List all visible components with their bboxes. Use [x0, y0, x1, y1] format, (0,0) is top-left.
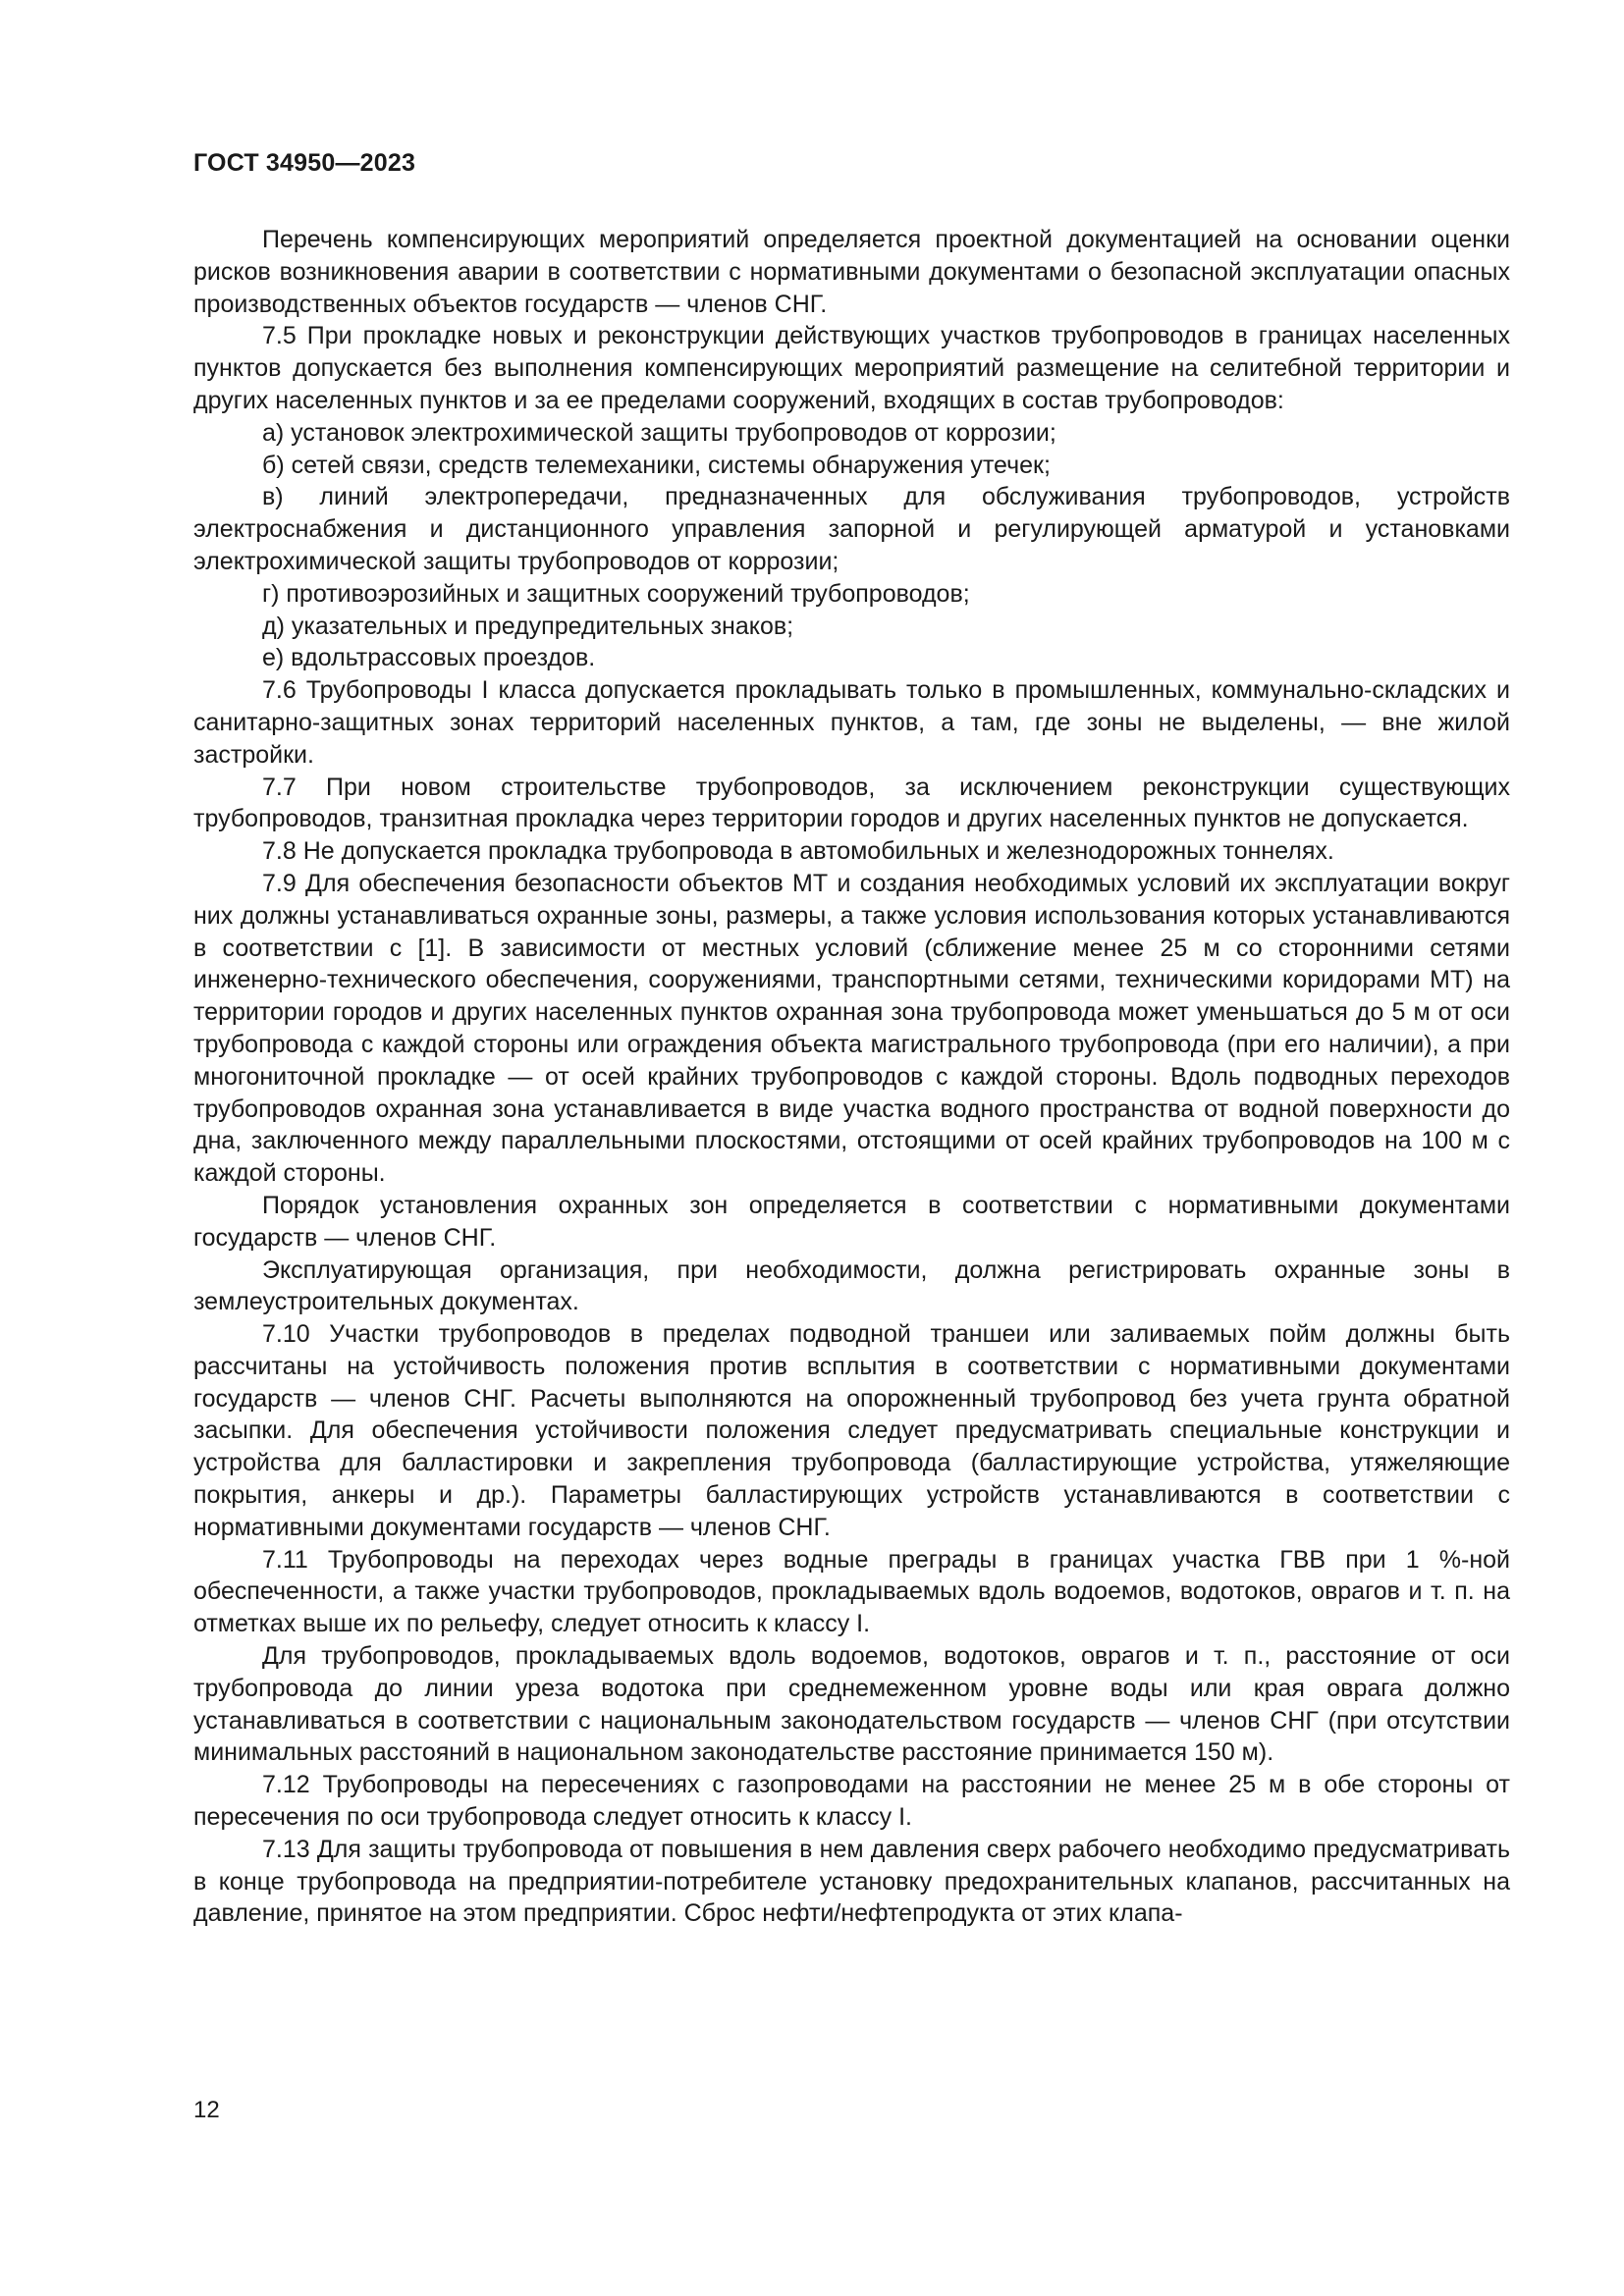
- paragraph-7-8: 7.8 Не допускается прокладка трубопровода в автомобильных и железнодорожных тоннелях.: [262, 837, 1334, 866]
- paragraph-7-12: 7.12 Трубопроводы на пересечениях с газопроводами на расстоянии не менее 25 м в обе стороны от пересечения по оси трубопровода следует относить к классу I.: [193, 1771, 1510, 1832]
- list-item-g: г) противоэрозийных и защитных сооружений трубопроводов;: [262, 579, 970, 608]
- paragraph-7-6: 7.6 Трубопроводы I класса допускается прокладывать только в промышленных, коммунально-складских и санитарно-защитных зонах территорий населенных пунктов, а там, где зоны не выделены, — вне жилой застройки.: [193, 676, 1510, 769]
- list-item-b: б) сетей связи, средств телемеханики, системы обнаружения утечек;: [262, 451, 1051, 479]
- paragraph: Перечень компенсирующих мероприятий определяется проектной документацией на основании оценки рисков возникновения аварии в соответствии с нормативными документами о безопасной эксплуатации опасных производственных объектов государств — членов СНГ.: [193, 226, 1510, 318]
- list-item-e: е) вдольтрассовых проездов.: [262, 644, 596, 672]
- document-header-id: ГОСТ 34950—2023: [193, 149, 416, 177]
- paragraph-7-7: 7.7 При новом строительстве трубопроводов, за исключением реконструкции существующих трубопроводов, транзитная прокладка через территории городов и других населенных пунктов не допускается.: [193, 773, 1510, 833]
- paragraph: Эксплуатирующая организация, при необходимости, должна регистрировать охранные зоны в землеустроительных документах.: [193, 1255, 1510, 1316]
- paragraph-7-11: 7.11 Трубопроводы на переходах через водные преграды в границах участка ГВВ при 1 %-ной обеспеченности, а также участки трубопроводов, прокладываемых вдоль водоемов, водотоков, оврагов и т. п. на отметках выше их по рельефу, следует относить к классу I.: [193, 1545, 1510, 1638]
- list-item-a: а) установок электрохимической защиты трубопроводов от коррозии;: [262, 418, 1056, 447]
- paragraph-7-9: 7.9 Для обеспечения безопасности объектов МТ и создания необходимых условий их эксплуатации вокруг них должны устанавливаться охранные зоны, размеры, а также условия использования которых устанавливаются в соответствии с [1]. В зависимости от местных условий (сближение менее 25 м со сторонними сетями инженерно-технического обеспечения, сооружениями, транспортными сетями, техническими коридорами МТ) на территории городов и других населенных пунктов охранная зона трубопровода может уменьшаться до 5 м от оси трубопровода с каждой стороны или ограждения объекта магистрального трубопровода (при его наличии), а при многониточной прокладке — от осей крайних трубопроводов с каждой стороны. Вдоль подводных переходов трубопроводов охранная зона устанавливается в виде участка водного пространства от водной поверхности до дна, заключенного между параллельными плоскостями, отстоящими от осей крайних трубопроводов на 100 м с каждой стороны.: [193, 869, 1510, 1188]
- paragraph-7-13: 7.13 Для защиты трубопровода от повышения в нем давления сверх рабочего необходимо предусматривать в конце трубопровода на предприятии-потребителе установку предохранительных клапанов, рассчитанных на давление, принятое на этом предприятии. Сброс нефти/нефтепродукта от этих клапа-: [193, 1835, 1510, 1928]
- list-item-d: д) указательных и предупредительных знаков;: [262, 612, 794, 640]
- paragraph: Порядок установления охранных зон определяется в соответствии с нормативными документами государств — членов СНГ.: [193, 1191, 1510, 1252]
- list-item-v: в) линий электропередачи, предназначенных для обслуживания трубопроводов, устройств электроснабжения и дистанционного управления запорной и регулирующей арматурой и установками электрохимической защиты трубопроводов от коррозии;: [193, 483, 1510, 575]
- page-number: 12: [193, 2097, 220, 2123]
- paragraph-7-5: 7.5 При прокладке новых и реконструкции действующих участков трубопроводов в границах населенных пунктов допускается без выполнения компенсирующих мероприятий размещение на селитебной территории и других населенных пунктов и за ее пределами сооружений, входящих в состав трубопроводов:: [193, 322, 1510, 414]
- paragraph-7-10: 7.10 Участки трубопроводов в пределах подводной траншеи или заливаемых пойм должны быть рассчитаны на устойчивость положения против всплытия в соответствии с нормативными документами государств — членов СНГ. Расчеты выполняются на опорожненный трубопровод без учета грунта обратной засыпки. Для обеспечения устойчивости положения следует предусматривать специальные конструкции и устройства для балластировки и закрепления трубопровода (балластирующие устройства, утяжеляющие покрытия, анкеры и др.). Параметры балластирующих устройств устанавливаются в соответствии с нормативными документами государств — членов СНГ.: [193, 1320, 1510, 1541]
- paragraph: Для трубопроводов, прокладываемых вдоль водоемов, водотоков, оврагов и т. п., расстояние от оси трубопровода до линии уреза водотока при среднемеженном уровне воды или края оврага должно устанавливаться в соответствии с национальным законодательством государств — членов СНГ (при отсутствии минимальных расстояний в национальном законодательстве расстояние принимается 150 м).: [193, 1642, 1510, 1767]
- document-body: [193, 224, 1510, 1930]
